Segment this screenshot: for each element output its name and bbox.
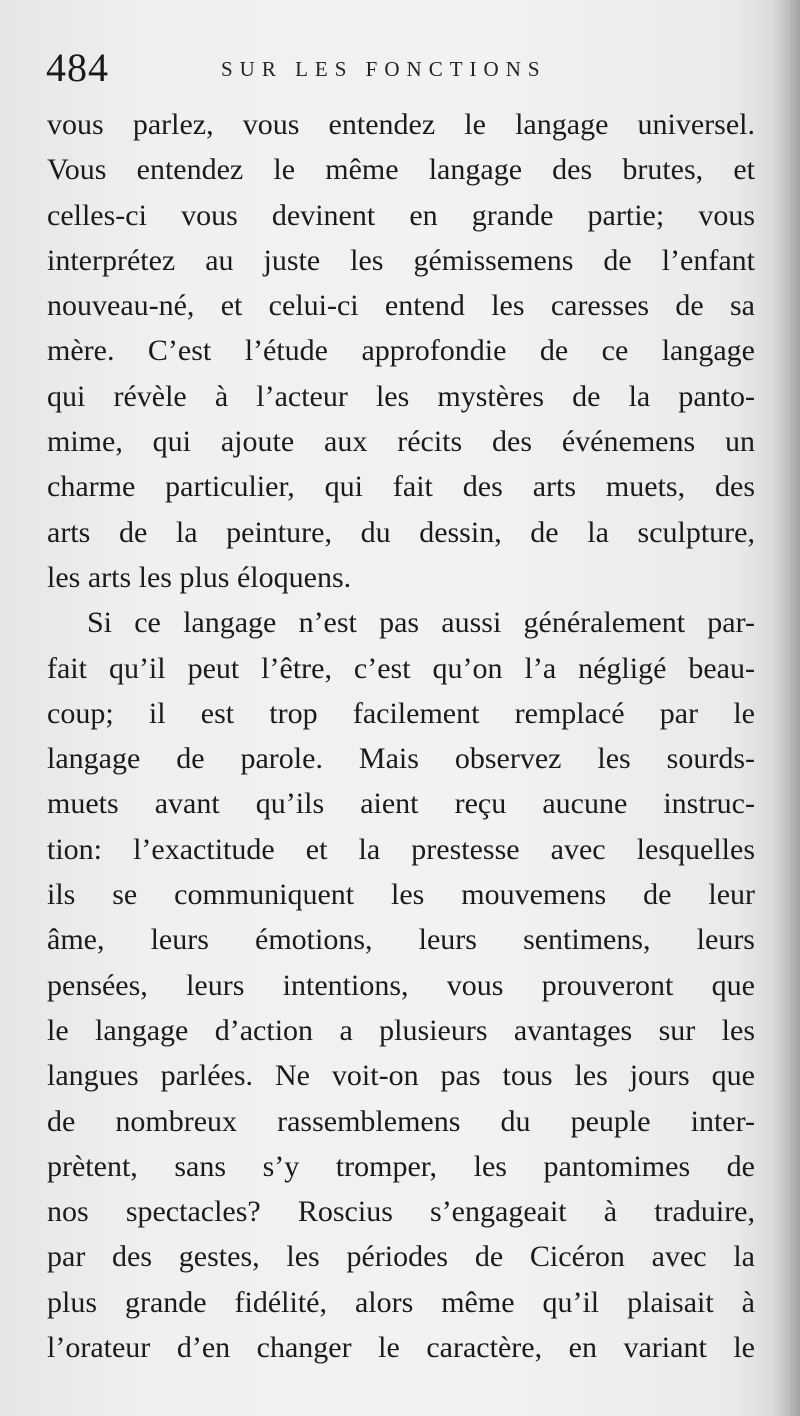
text-line: nouveau-né, et celui-ci entend les caresses de sa: [47, 289, 755, 323]
text-line: de nombreux rassemblemens du peuple inter-: [47, 1104, 755, 1138]
text-line: par des gestes, les périodes de Cicéron avec la: [47, 1240, 755, 1274]
text-line: plus grande fidélité, alors même qu’il plaisait à: [47, 1285, 755, 1319]
paragraph-last-line: les arts les plus éloquens.: [47, 560, 352, 594]
text-line: interprétez au juste les gémissemens de l’enfant: [47, 243, 755, 277]
text-line: langage de parole. Mais observez les sourds-: [47, 742, 755, 776]
running-head: [46, 40, 756, 96]
text-line: Vous entendez le même langage des brutes, et: [47, 153, 755, 187]
text-line: qui révèle à l’acteur les mystères de la panto-: [47, 379, 755, 413]
text-line: fait qu’il peut l’être, c’est qu’on l’a négligé beau-: [47, 651, 755, 685]
text-line: charme particulier, qui fait des arts muets, des: [47, 470, 755, 504]
text-line: coup; il est trop facilement remplacé par le: [47, 696, 755, 730]
text-line: ils se communiquent les mouvemens de leur: [47, 878, 755, 912]
body-text: [47, 102, 755, 1370]
text-line: l’orateur d’en changer le caractère, en variant le: [47, 1331, 755, 1365]
text-line: mère. C’est l’étude approfondie de ce langage: [47, 334, 755, 368]
page-edge-shadow: [772, 0, 800, 1416]
running-title: SUR LES FONCTIONS: [221, 57, 547, 81]
text-line: prètent, sans s’y tromper, les pantomimes de: [47, 1149, 755, 1183]
text-line: âme, leurs émotions, leurs sentimens, leurs: [47, 923, 755, 957]
text-line: pensées, leurs intentions, vous prouveront que: [47, 968, 755, 1002]
text-line: le langage d’action a plusieurs avantages sur les: [47, 1013, 755, 1047]
text-line: tion: l’exactitude et la prestesse avec lesquelles: [47, 832, 755, 866]
paragraph-first-line: Si ce langage n’est pas aussi généralement par-: [87, 606, 755, 640]
page-number: 484: [46, 45, 109, 90]
text-line: celles-ci vous devinent en grande partie; vous: [47, 198, 755, 232]
text-line: mime, qui ajoute aux récits des événemens un: [47, 425, 755, 459]
text-line: arts de la peinture, du dessin, de la sculpture,: [47, 515, 755, 549]
text-line: langues parlées. Ne voit-on pas tous les jours que: [47, 1059, 755, 1093]
text-line: vous parlez, vous entendez le langage universel.: [47, 108, 755, 141]
text-line: nos spectacles? Roscius s’engageait à traduire,: [47, 1195, 755, 1229]
text-line: muets avant qu’ils aient reçu aucune instruc-: [47, 787, 755, 821]
